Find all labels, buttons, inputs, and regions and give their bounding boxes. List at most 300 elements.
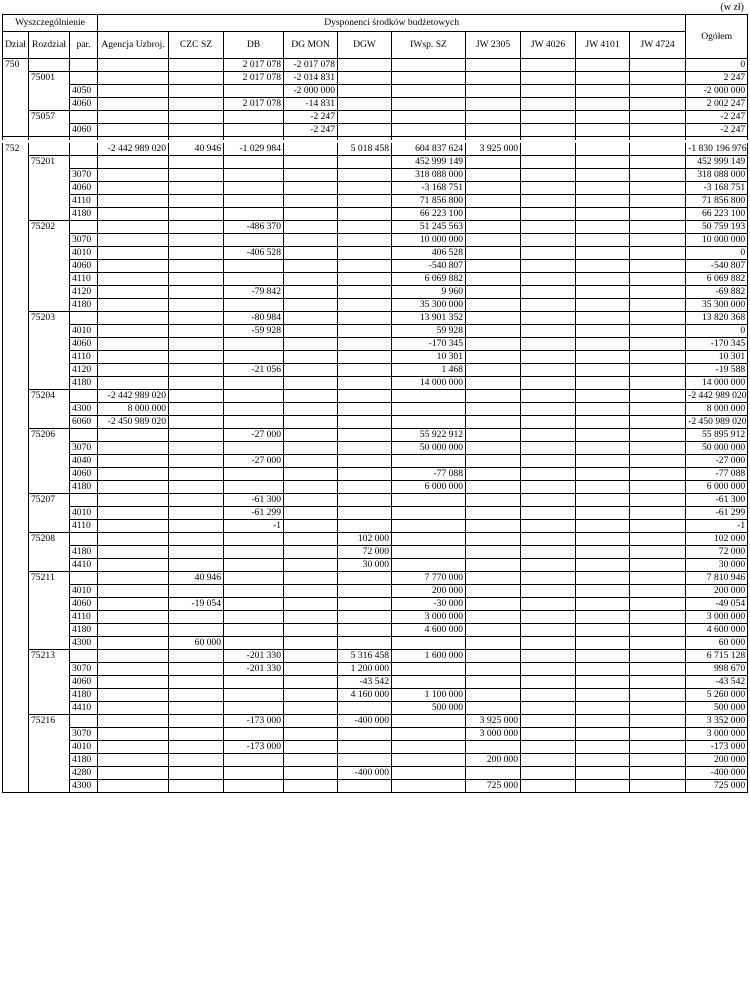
value-cell	[98, 728, 169, 741]
dzial-cell	[3, 559, 29, 572]
value-cell	[338, 98, 392, 111]
value-cell	[284, 494, 338, 507]
value-cell	[521, 124, 576, 137]
value-cell	[630, 507, 686, 520]
dzial-cell	[3, 598, 29, 611]
value-cell	[169, 403, 224, 416]
value-cell	[98, 624, 169, 637]
value-cell	[284, 585, 338, 598]
dzial-cell	[3, 273, 29, 286]
rozdzial-cell	[29, 59, 70, 72]
value-cell	[98, 299, 169, 312]
value-cell	[521, 273, 576, 286]
rozdzial-cell: 75216	[29, 715, 70, 728]
value-cell	[338, 585, 392, 598]
value-cell	[169, 286, 224, 299]
value-cell	[466, 507, 521, 520]
dzial-cell	[3, 715, 29, 728]
value-cell	[630, 559, 686, 572]
value-cell	[576, 429, 630, 442]
value-cell	[169, 221, 224, 234]
dzial-cell	[3, 611, 29, 624]
value-cell	[521, 481, 576, 494]
value-cell	[466, 286, 521, 299]
value-cell	[98, 533, 169, 546]
value-cell: 4 600 000	[392, 624, 466, 637]
value-cell	[630, 637, 686, 650]
total-cell: 50 000 000	[686, 442, 748, 455]
dzial-cell	[3, 221, 29, 234]
value-cell	[466, 585, 521, 598]
value-cell	[466, 702, 521, 715]
value-cell	[284, 351, 338, 364]
table-row	[3, 85, 748, 98]
value-cell	[576, 598, 630, 611]
value-cell	[466, 390, 521, 403]
table-row	[3, 221, 748, 234]
value-cell	[338, 59, 392, 72]
dzial-cell	[3, 416, 29, 429]
value-cell: 3 000 000	[392, 611, 466, 624]
value-cell	[630, 195, 686, 208]
total-cell: 6 715 128	[686, 650, 748, 663]
value-cell: -2 000 000	[284, 85, 338, 98]
value-cell	[392, 124, 466, 137]
value-cell: -61 299	[224, 507, 284, 520]
value-cell	[630, 728, 686, 741]
value-cell	[338, 377, 392, 390]
value-cell	[98, 98, 169, 111]
value-cell	[576, 124, 630, 137]
value-cell	[169, 728, 224, 741]
value-cell	[169, 338, 224, 351]
par-cell: 4110	[70, 273, 98, 286]
value-cell	[338, 520, 392, 533]
value-cell	[466, 533, 521, 546]
value-cell	[521, 520, 576, 533]
par-cell: 4180	[70, 481, 98, 494]
value-cell	[576, 377, 630, 390]
total-cell: -2 450 989 020	[686, 416, 748, 429]
value-cell	[576, 299, 630, 312]
value-cell: 60 000	[169, 637, 224, 650]
par-cell: 4010	[70, 247, 98, 260]
value-cell	[224, 624, 284, 637]
par-cell: 4040	[70, 455, 98, 468]
total-cell: -2 442 989 020	[686, 390, 748, 403]
total-cell: 10 000 000	[686, 234, 748, 247]
value-cell	[576, 195, 630, 208]
value-cell	[169, 663, 224, 676]
value-cell: 10 000 000	[392, 234, 466, 247]
value-cell	[521, 455, 576, 468]
value-cell	[630, 59, 686, 72]
value-cell	[630, 124, 686, 137]
dzial-cell	[3, 520, 29, 533]
value-cell	[284, 156, 338, 169]
value-cell	[224, 481, 284, 494]
value-cell	[338, 208, 392, 221]
par-cell: 4060	[70, 260, 98, 273]
value-cell	[224, 598, 284, 611]
table-row	[3, 702, 748, 715]
value-cell	[630, 260, 686, 273]
value-cell: -486 370	[224, 221, 284, 234]
table-row	[3, 124, 748, 137]
value-cell	[630, 533, 686, 546]
rozdzial-cell	[29, 468, 70, 481]
value-cell	[466, 169, 521, 182]
value-cell	[630, 780, 686, 793]
value-cell: 1 200 000	[338, 663, 392, 676]
value-cell	[284, 429, 338, 442]
par-cell: 6060	[70, 416, 98, 429]
total-cell: 200 000	[686, 754, 748, 767]
rozdzial-cell	[29, 124, 70, 137]
value-cell	[466, 72, 521, 85]
value-cell	[284, 663, 338, 676]
par-cell: 4060	[70, 468, 98, 481]
rozdzial-cell	[29, 754, 70, 767]
value-cell	[630, 455, 686, 468]
value-cell	[466, 624, 521, 637]
value-cell	[466, 741, 521, 754]
total-cell: -61 299	[686, 507, 748, 520]
value-cell	[576, 494, 630, 507]
value-cell	[521, 325, 576, 338]
value-cell	[169, 676, 224, 689]
par-cell: 4060	[70, 598, 98, 611]
value-cell	[466, 124, 521, 137]
dzial-cell	[3, 442, 29, 455]
table-row	[3, 59, 748, 72]
header-disposer: DG MON	[284, 32, 338, 59]
par-cell	[70, 312, 98, 325]
value-cell	[224, 442, 284, 455]
value-cell	[284, 260, 338, 273]
value-cell	[98, 273, 169, 286]
value-cell: -1 029 984	[224, 142, 284, 156]
par-cell: 3070	[70, 234, 98, 247]
value-cell	[521, 468, 576, 481]
value-cell	[630, 715, 686, 728]
value-cell	[169, 364, 224, 377]
value-cell	[284, 299, 338, 312]
par-cell	[70, 429, 98, 442]
value-cell	[338, 221, 392, 234]
value-cell	[224, 85, 284, 98]
table-row	[3, 494, 748, 507]
total-cell: 3 000 000	[686, 728, 748, 741]
value-cell	[576, 98, 630, 111]
value-cell	[576, 559, 630, 572]
value-cell	[466, 416, 521, 429]
table-row	[3, 416, 748, 429]
value-cell	[466, 442, 521, 455]
value-cell	[576, 689, 630, 702]
rozdzial-cell: 75057	[29, 111, 70, 124]
value-cell	[169, 351, 224, 364]
value-cell	[521, 142, 576, 156]
table-row	[3, 572, 748, 585]
table-row	[3, 741, 748, 754]
value-cell: -14 831	[284, 98, 338, 111]
par-cell: 4120	[70, 286, 98, 299]
value-cell	[521, 728, 576, 741]
value-cell	[576, 676, 630, 689]
rozdzial-cell	[29, 286, 70, 299]
rozdzial-cell	[29, 416, 70, 429]
table-row	[3, 442, 748, 455]
dzial-cell	[3, 780, 29, 793]
value-cell: -201 330	[224, 663, 284, 676]
value-cell	[630, 234, 686, 247]
par-cell	[70, 715, 98, 728]
dzial-cell	[3, 364, 29, 377]
value-cell	[521, 351, 576, 364]
value-cell	[98, 650, 169, 663]
par-cell: 4060	[70, 338, 98, 351]
value-cell: 7 770 000	[392, 572, 466, 585]
value-cell: -2 247	[284, 111, 338, 124]
value-cell	[169, 98, 224, 111]
value-cell	[224, 533, 284, 546]
total-cell: 200 000	[686, 585, 748, 598]
value-cell: 14 000 000	[392, 377, 466, 390]
value-cell	[338, 286, 392, 299]
value-cell	[466, 59, 521, 72]
table-row	[3, 689, 748, 702]
value-cell: -540 807	[392, 260, 466, 273]
value-cell	[466, 767, 521, 780]
par-cell: 4300	[70, 403, 98, 416]
table-row	[3, 780, 748, 793]
rozdzial-cell	[29, 520, 70, 533]
rozdzial-cell	[29, 663, 70, 676]
value-cell	[98, 481, 169, 494]
table-row	[3, 533, 748, 546]
value-cell	[224, 754, 284, 767]
value-cell	[169, 111, 224, 124]
value-cell	[338, 260, 392, 273]
value-cell	[284, 247, 338, 260]
dzial-cell	[3, 676, 29, 689]
value-cell	[630, 468, 686, 481]
value-cell	[576, 637, 630, 650]
dzial-cell	[3, 546, 29, 559]
table-row	[3, 559, 748, 572]
value-cell	[169, 533, 224, 546]
value-cell	[392, 754, 466, 767]
value-cell	[284, 442, 338, 455]
value-cell	[521, 338, 576, 351]
par-cell: 4110	[70, 351, 98, 364]
value-cell	[98, 111, 169, 124]
value-cell	[630, 520, 686, 533]
value-cell	[224, 299, 284, 312]
dzial-cell	[3, 702, 29, 715]
value-cell: 5 316 458	[338, 650, 392, 663]
value-cell	[576, 390, 630, 403]
value-cell	[224, 377, 284, 390]
value-cell	[284, 468, 338, 481]
value-cell	[630, 702, 686, 715]
value-cell	[466, 195, 521, 208]
value-cell	[466, 234, 521, 247]
total-cell: 5 260 000	[686, 689, 748, 702]
total-cell: -400 000	[686, 767, 748, 780]
value-cell	[98, 221, 169, 234]
value-cell	[630, 169, 686, 182]
value-cell: 2 017 078	[224, 98, 284, 111]
value-cell	[169, 754, 224, 767]
value-cell	[466, 98, 521, 111]
par-cell	[70, 572, 98, 585]
value-cell	[98, 468, 169, 481]
value-cell: 200 000	[392, 585, 466, 598]
value-cell	[466, 273, 521, 286]
value-cell	[338, 507, 392, 520]
value-cell: 8 000 000	[98, 403, 169, 416]
value-cell	[284, 481, 338, 494]
value-cell	[98, 507, 169, 520]
value-cell	[630, 741, 686, 754]
rozdzial-cell	[29, 247, 70, 260]
value-cell	[284, 520, 338, 533]
value-cell	[576, 468, 630, 481]
value-cell	[338, 702, 392, 715]
value-cell	[338, 429, 392, 442]
rozdzial-cell	[29, 585, 70, 598]
value-cell	[521, 741, 576, 754]
value-cell	[169, 559, 224, 572]
value-cell	[576, 455, 630, 468]
value-cell	[338, 111, 392, 124]
value-cell	[392, 741, 466, 754]
value-cell: -2 014 831	[284, 72, 338, 85]
value-cell	[98, 351, 169, 364]
value-cell	[392, 403, 466, 416]
total-cell: 452 999 149	[686, 156, 748, 169]
value-cell	[576, 741, 630, 754]
dzial-cell	[3, 111, 29, 124]
table-row	[3, 182, 748, 195]
rozdzial-cell	[29, 169, 70, 182]
value-cell	[338, 390, 392, 403]
total-cell: -49 054	[686, 598, 748, 611]
value-cell	[98, 124, 169, 137]
par-cell: 4410	[70, 702, 98, 715]
par-cell: 4410	[70, 559, 98, 572]
header-disposer: JW 2305	[466, 32, 521, 59]
value-cell	[224, 702, 284, 715]
total-cell: -173 000	[686, 741, 748, 754]
value-cell	[576, 142, 630, 156]
value-cell	[169, 299, 224, 312]
total-cell: 725 000	[686, 780, 748, 793]
rozdzial-cell	[29, 780, 70, 793]
value-cell: 1 468	[392, 364, 466, 377]
total-cell: 2 002 247	[686, 98, 748, 111]
value-cell	[284, 507, 338, 520]
value-cell	[576, 72, 630, 85]
table-row	[3, 507, 748, 520]
value-cell	[224, 234, 284, 247]
value-cell: -173 000	[224, 741, 284, 754]
table-row	[3, 481, 748, 494]
value-cell	[98, 520, 169, 533]
value-cell	[630, 286, 686, 299]
value-cell	[466, 689, 521, 702]
value-cell	[284, 689, 338, 702]
value-cell	[521, 416, 576, 429]
value-cell	[392, 559, 466, 572]
total-cell: 318 088 000	[686, 169, 748, 182]
value-cell	[169, 390, 224, 403]
value-cell	[466, 429, 521, 442]
value-cell	[224, 351, 284, 364]
dzial-cell	[3, 585, 29, 598]
value-cell	[576, 59, 630, 72]
value-cell	[630, 377, 686, 390]
dzial-cell	[3, 390, 29, 403]
value-cell	[521, 676, 576, 689]
value-cell	[392, 715, 466, 728]
value-cell	[338, 247, 392, 260]
table-row	[3, 390, 748, 403]
value-cell: -59 928	[224, 325, 284, 338]
value-cell	[630, 429, 686, 442]
value-cell	[169, 59, 224, 72]
value-cell	[392, 72, 466, 85]
value-cell	[284, 364, 338, 377]
value-cell: -80 984	[224, 312, 284, 325]
dzial-cell: 750	[3, 59, 29, 72]
value-cell	[98, 611, 169, 624]
value-cell	[630, 111, 686, 124]
value-cell	[169, 546, 224, 559]
total-cell: 7 810 946	[686, 572, 748, 585]
table-row	[3, 403, 748, 416]
par-cell: 4300	[70, 780, 98, 793]
par-cell: 4010	[70, 741, 98, 754]
value-cell	[576, 221, 630, 234]
value-cell	[576, 85, 630, 98]
value-cell: -19 054	[169, 598, 224, 611]
value-cell	[169, 767, 224, 780]
rozdzial-cell	[29, 273, 70, 286]
value-cell	[630, 364, 686, 377]
table-row	[3, 234, 748, 247]
dzial-cell	[3, 429, 29, 442]
value-cell	[630, 208, 686, 221]
value-cell	[284, 754, 338, 767]
value-cell: -43 542	[338, 676, 392, 689]
value-cell	[284, 702, 338, 715]
value-cell: 59 928	[392, 325, 466, 338]
table-row	[3, 299, 748, 312]
value-cell	[338, 442, 392, 455]
table-row	[3, 637, 748, 650]
value-cell	[466, 338, 521, 351]
value-cell	[576, 286, 630, 299]
value-cell	[521, 195, 576, 208]
dzial-cell	[3, 455, 29, 468]
total-cell: -540 807	[686, 260, 748, 273]
value-cell	[466, 85, 521, 98]
dzial-cell	[3, 663, 29, 676]
value-cell	[521, 208, 576, 221]
